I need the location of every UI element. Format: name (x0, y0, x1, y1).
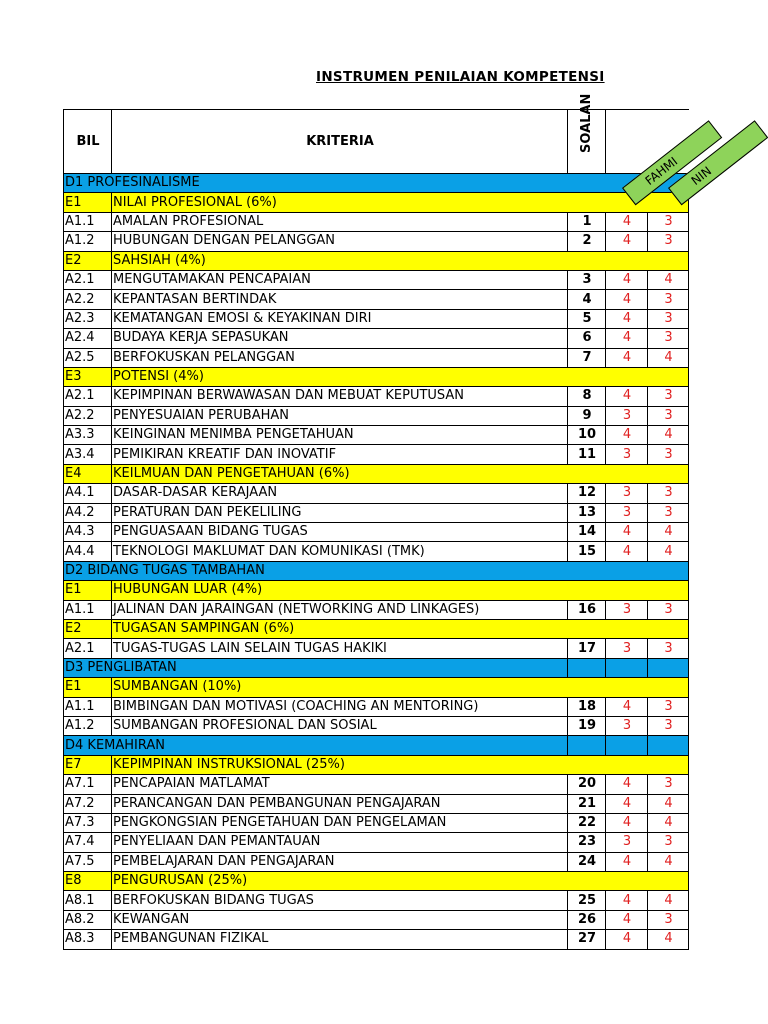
item-criteria: KEMATANGAN EMOSI & KEYAKINAN DIRI (112, 309, 568, 328)
item-question-number: 26 (568, 910, 606, 929)
table-row (64, 484, 689, 503)
item-criteria: BUDAYA KERJA SEPASUKAN (112, 329, 568, 348)
table-row (64, 387, 689, 406)
item-criteria: MENGUTAMAKAN PENCAPAIAN (112, 270, 568, 289)
score-fahmi: 4 (606, 348, 648, 367)
score-second: 3 (648, 639, 689, 658)
score-fahmi: 4 (606, 270, 648, 289)
score-second: 3 (648, 290, 689, 309)
table-row (64, 775, 689, 794)
item-criteria: PENYESUAIAN PERUBAHAN (112, 406, 568, 425)
score-fahmi: 4 (606, 232, 648, 251)
section-label: D3 PENGLIBATAN (64, 658, 568, 677)
section-row (64, 736, 689, 755)
score-second: 4 (648, 813, 689, 832)
group-code: E2 (64, 251, 112, 270)
group-label: NILAI PROFESIONAL (6%) (112, 193, 689, 212)
section-row (64, 174, 689, 193)
header-soalan: SOALAN (578, 93, 594, 153)
score-second: 3 (648, 697, 689, 716)
table-row (64, 833, 689, 852)
header-name-2: NIN (668, 120, 768, 205)
table-row (64, 445, 689, 464)
score-fahmi: 4 (606, 290, 648, 309)
item-code: A1.2 (64, 716, 112, 735)
table-row (64, 406, 689, 425)
score-second: 3 (648, 600, 689, 619)
group-code: E3 (64, 367, 112, 386)
score-fahmi: 3 (606, 503, 648, 522)
item-question-number: 3 (568, 270, 606, 289)
item-question-number: 24 (568, 852, 606, 871)
item-question-number: 7 (568, 348, 606, 367)
header-names-cell (606, 110, 715, 189)
group-label: TUGASAN SAMPINGAN (6%) (112, 619, 689, 638)
item-code: A1.1 (64, 697, 112, 716)
score-fahmi: 4 (606, 387, 648, 406)
group-code: E1 (64, 678, 112, 697)
score-second: 3 (648, 212, 689, 231)
item-code: A2.1 (64, 639, 112, 658)
section-cell (606, 736, 648, 755)
table-row (64, 852, 689, 871)
item-code: A3.3 (64, 426, 112, 445)
item-code: A7.2 (64, 794, 112, 813)
item-question-number: 20 (568, 775, 606, 794)
item-criteria: KEPIMPINAN BERWAWASAN DAN MEBUAT KEPUTUSAN (112, 387, 568, 406)
item-code: A1.1 (64, 212, 112, 231)
item-criteria: BERFOKUSKAN PELANGGAN (112, 348, 568, 367)
table-row (64, 426, 689, 445)
table-row (64, 910, 689, 929)
score-fahmi: 4 (606, 426, 648, 445)
score-second: 4 (648, 930, 689, 949)
score-fahmi: 3 (606, 833, 648, 852)
score-second: 4 (648, 542, 689, 561)
table-row (64, 930, 689, 949)
header-soalan-cell (568, 93, 606, 174)
item-code: A7.4 (64, 833, 112, 852)
item-question-number: 14 (568, 523, 606, 542)
item-criteria: PEMBELAJARAN DAN PENGAJARAN (112, 852, 568, 871)
table-row (64, 600, 689, 619)
item-code: A3.4 (64, 445, 112, 464)
table-row (64, 309, 689, 328)
item-criteria: HUBUNGAN DENGAN PELANGGAN (112, 232, 568, 251)
score-fahmi: 4 (606, 775, 648, 794)
score-second: 3 (648, 309, 689, 328)
section-cell (606, 658, 648, 677)
table-row (64, 794, 689, 813)
section-cell (648, 736, 689, 755)
item-criteria: TEKNOLOGI MAKLUMAT DAN KOMUNIKASI (TMK) (112, 542, 568, 561)
item-code: A2.5 (64, 348, 112, 367)
item-question-number: 19 (568, 716, 606, 735)
item-criteria: BERFOKUSKAN BIDANG TUGAS (112, 891, 568, 910)
item-code: A4.1 (64, 484, 112, 503)
item-code: A2.2 (64, 290, 112, 309)
item-criteria: KEPANTASAN BERTINDAK (112, 290, 568, 309)
item-code: A7.1 (64, 775, 112, 794)
item-criteria: PEMIKIRAN KREATIF DAN INOVATIF (112, 445, 568, 464)
item-code: A4.4 (64, 542, 112, 561)
table-row (64, 891, 689, 910)
item-question-number: 12 (568, 484, 606, 503)
item-question-number: 18 (568, 697, 606, 716)
header-kriteria: KRITERIA (112, 110, 568, 174)
score-fahmi: 3 (606, 445, 648, 464)
table-row (64, 290, 689, 309)
item-question-number: 11 (568, 445, 606, 464)
header-row (64, 110, 689, 174)
item-question-number: 23 (568, 833, 606, 852)
group-code: E8 (64, 872, 112, 891)
item-question-number: 8 (568, 387, 606, 406)
table-row (64, 212, 689, 231)
score-fahmi: 4 (606, 697, 648, 716)
item-question-number: 15 (568, 542, 606, 561)
section-cell (648, 658, 689, 677)
item-criteria: AMALAN PROFESIONAL (112, 212, 568, 231)
item-criteria: TUGAS-TUGAS LAIN SELAIN TUGAS HAKIKI (112, 639, 568, 658)
item-question-number: 22 (568, 813, 606, 832)
score-fahmi: 3 (606, 639, 648, 658)
table-row (64, 542, 689, 561)
group-label: PENGURUSAN (25%) (112, 872, 689, 891)
item-criteria: BIMBINGAN DAN MOTIVASI (COACHING AN MENTORING) (112, 697, 568, 716)
section-label: D1 PROFESINALISME (64, 174, 689, 193)
score-fahmi: 3 (606, 716, 648, 735)
score-fahmi: 4 (606, 212, 648, 231)
item-criteria: KEINGINAN MENIMBA PENGETAHUAN (112, 426, 568, 445)
group-row (64, 581, 689, 600)
item-code: A4.3 (64, 523, 112, 542)
item-code: A2.4 (64, 329, 112, 348)
score-second: 4 (648, 426, 689, 445)
item-code: A7.5 (64, 852, 112, 871)
section-cell (568, 658, 606, 677)
item-criteria: PENCAPAIAN MATLAMAT (112, 775, 568, 794)
item-question-number: 16 (568, 600, 606, 619)
item-criteria: PEMBANGUNAN FIZIKAL (112, 930, 568, 949)
item-question-number: 6 (568, 329, 606, 348)
table-row (64, 639, 689, 658)
item-criteria: DASAR-DASAR KERAJAAN (112, 484, 568, 503)
section-label: D2 BIDANG TUGAS TAMBAHAN (64, 561, 689, 580)
group-code: E4 (64, 464, 112, 483)
item-question-number: 17 (568, 639, 606, 658)
score-fahmi: 4 (606, 813, 648, 832)
group-label: POTENSI (4%) (112, 367, 689, 386)
score-second: 3 (648, 406, 689, 425)
group-row (64, 678, 689, 697)
section-cell (568, 736, 606, 755)
item-criteria: JALINAN DAN JARAINGAN (NETWORKING AND LINKAGES) (112, 600, 568, 619)
score-fahmi: 4 (606, 523, 648, 542)
item-question-number: 21 (568, 794, 606, 813)
score-fahmi: 4 (606, 930, 648, 949)
item-code: A2.1 (64, 270, 112, 289)
item-criteria: PERANCANGAN DAN PEMBANGUNAN PENGAJARAN (112, 794, 568, 813)
item-question-number: 9 (568, 406, 606, 425)
header-name-1: FAHMI (622, 120, 722, 205)
score-fahmi: 4 (606, 794, 648, 813)
score-fahmi: 4 (606, 891, 648, 910)
score-second: 3 (648, 484, 689, 503)
score-second: 3 (648, 387, 689, 406)
table-row (64, 232, 689, 251)
item-question-number: 2 (568, 232, 606, 251)
group-row (64, 464, 689, 483)
item-criteria: PENYELIAAN DAN PEMANTAUAN (112, 833, 568, 852)
table-row (64, 523, 689, 542)
score-second: 3 (648, 503, 689, 522)
item-code: A4.2 (64, 503, 112, 522)
item-question-number: 13 (568, 503, 606, 522)
table-row (64, 329, 689, 348)
header-bil: BIL (64, 110, 112, 174)
score-second: 3 (648, 445, 689, 464)
score-second: 3 (648, 232, 689, 251)
table-row (64, 716, 689, 735)
score-second: 4 (648, 270, 689, 289)
table-row (64, 813, 689, 832)
item-question-number: 25 (568, 891, 606, 910)
item-criteria: PENGKONGSIAN PENGETAHUAN DAN PENGELAMAN (112, 813, 568, 832)
group-code: E1 (64, 193, 112, 212)
item-question-number: 10 (568, 426, 606, 445)
score-second: 3 (648, 910, 689, 929)
table-row (64, 697, 689, 716)
section-row (64, 561, 689, 580)
score-second: 4 (648, 891, 689, 910)
score-second: 4 (648, 523, 689, 542)
group-row (64, 367, 689, 386)
score-second: 3 (648, 833, 689, 852)
item-code: A1.2 (64, 232, 112, 251)
score-fahmi: 4 (606, 329, 648, 348)
page-title: INSTRUMEN PENILAIAN KOMPETENSI (316, 69, 605, 85)
score-second: 4 (648, 348, 689, 367)
section-row (64, 658, 689, 677)
group-label: KEPIMPINAN INSTRUKSIONAL (25%) (112, 755, 689, 774)
table-row (64, 503, 689, 522)
score-fahmi: 3 (606, 406, 648, 425)
item-code: A2.1 (64, 387, 112, 406)
group-code: E2 (64, 619, 112, 638)
item-question-number: 1 (568, 212, 606, 231)
section-label: D4 KEMAHIRAN (64, 736, 568, 755)
score-second: 4 (648, 852, 689, 871)
item-question-number: 4 (568, 290, 606, 309)
score-fahmi: 3 (606, 600, 648, 619)
score-fahmi: 4 (606, 910, 648, 929)
group-row (64, 251, 689, 270)
item-code: A7.3 (64, 813, 112, 832)
group-label: KEILMUAN DAN PENGETAHUAN (6%) (112, 464, 689, 483)
score-second: 4 (648, 794, 689, 813)
competency-table (63, 93, 715, 950)
item-code: A8.2 (64, 910, 112, 929)
group-label: SUMBANGAN (10%) (112, 678, 689, 697)
item-code: A1.1 (64, 600, 112, 619)
item-code: A8.1 (64, 891, 112, 910)
item-criteria: KEWANGAN (112, 910, 568, 929)
item-criteria: PERATURAN DAN PEKELILING (112, 503, 568, 522)
item-question-number: 5 (568, 309, 606, 328)
item-code: A8.3 (64, 930, 112, 949)
score-second: 3 (648, 329, 689, 348)
item-criteria: PENGUASAAN BIDANG TUGAS (112, 523, 568, 542)
score-second: 3 (648, 775, 689, 794)
score-fahmi: 3 (606, 484, 648, 503)
score-fahmi: 4 (606, 542, 648, 561)
group-row (64, 193, 689, 212)
item-question-number: 27 (568, 930, 606, 949)
group-row (64, 872, 689, 891)
group-label: HUBUNGAN LUAR (4%) (112, 581, 689, 600)
score-fahmi: 4 (606, 309, 648, 328)
item-code: A2.2 (64, 406, 112, 425)
group-row (64, 619, 689, 638)
table-row (64, 270, 689, 289)
item-criteria: SUMBANGAN PROFESIONAL DAN SOSIAL (112, 716, 568, 735)
score-fahmi: 4 (606, 852, 648, 871)
group-label: SAHSIAH (4%) (112, 251, 689, 270)
table-row (64, 348, 689, 367)
group-code: E1 (64, 581, 112, 600)
group-code: E7 (64, 755, 112, 774)
group-row (64, 755, 689, 774)
score-second: 3 (648, 716, 689, 735)
item-code: A2.3 (64, 309, 112, 328)
